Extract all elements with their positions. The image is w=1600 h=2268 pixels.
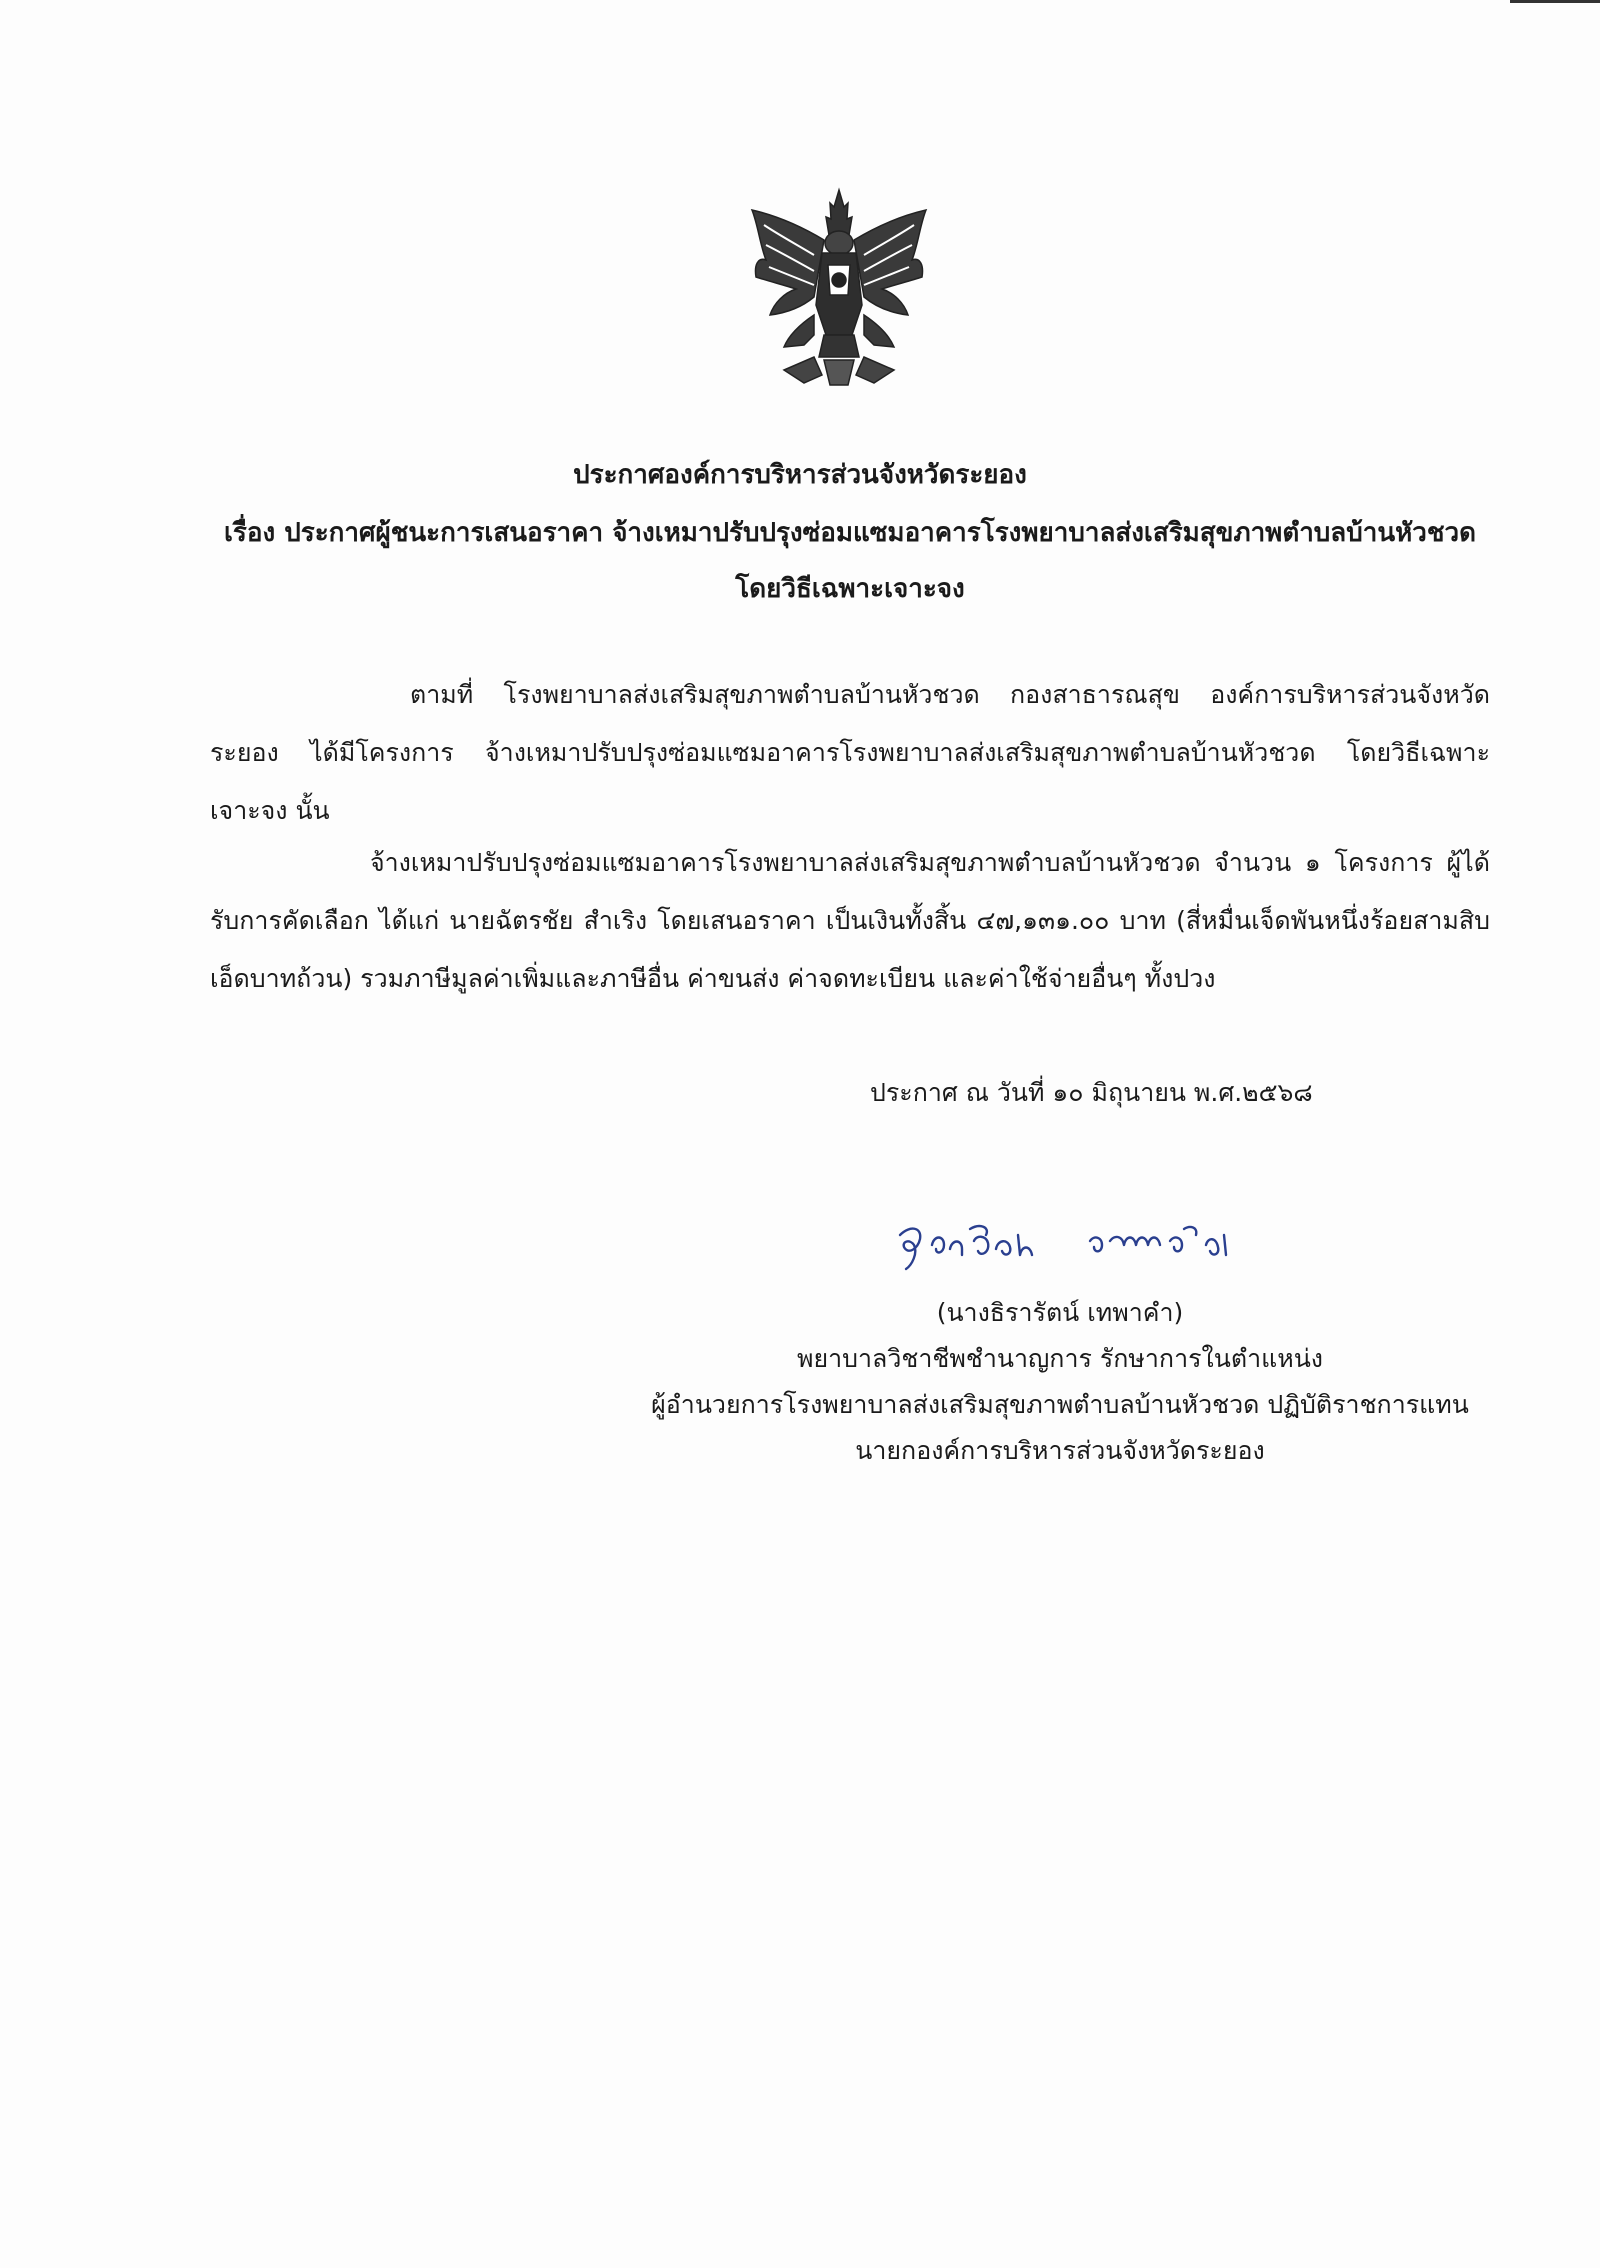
document-subject: [200, 505, 1500, 617]
signature-block: [560, 1290, 1560, 1474]
handwritten-signature: [890, 1205, 1270, 1285]
subject-text: จ้างเหมาปรับปรุงซ่อมแซมอาคารโรงพยาบาลส่งเสริมสุขภาพตำบลบ้านหัวชวด โดยวิธีเฉพาะเจาะจง: [603, 518, 1476, 604]
signatory-position-2: ผู้อำนวยการโรงพยาบาลส่งเสริมสุขภาพตำบลบ้านหัวชวด ปฏิบัติราชการแทน: [651, 1390, 1469, 1419]
signatory-position-1: พยาบาลวิชาชีพชำนาญการ รักษาการในตำแหน่ง: [796, 1344, 1323, 1373]
subject-lead: เรื่อง ประกาศผู้ชนะการเสนอราคา: [224, 518, 604, 548]
document-title: ประกาศองค์การบริหารส่วนจังหวัดระยอง: [573, 460, 1027, 490]
signatory-position-3: นายกองค์การบริหารส่วนจังหวัดระยอง: [855, 1436, 1265, 1465]
body-paragraph-2: จ้างเหมาปรับปรุงซ่อมแซมอาคารโรงพยาบาลส่งเสริมสุขภาพตำบลบ้านหัวชวด จำนวน ๑ โครงการ ผู้ได้รับการคัดเลือก ได้แก่ นายฉัตรชัย สำเริง โดยเสนอราคา เป็นเงินทั้งสิ้น ๔๗,๑๓๑.๐๐ บาท (สี่หมื่นเจ็ดพันหนึ่งร้อยสามสิบเอ็ดบาทถ้วน) รวมภาษีมูลค่าเพิ่มและภาษีอื่น ค่าขนส่ง ค่าจดทะเบียน และค่าใช้จ่ายอื่นๆ ทั้งปวง: [210, 848, 1490, 993]
announcement-date: ประกาศ ณ วันที่ ๑๐ มิถุนายน พ.ศ.๒๕๖๘: [870, 1078, 1313, 1107]
body-paragraph-1: ตามที่ โรงพยาบาลส่งเสริมสุขภาพตำบลบ้านหัวชวด กองสาธารณสุข องค์การบริหารส่วนจังหวัดระยอง ได้มีโครงการ จ้างเหมาปรับปรุงซ่อมแซมอาคารโรงพยาบาลส่งเสริมสุขภาพตำบลบ้านหัวชวด โดยวิธีเฉพาะเจาะจง นั้น: [210, 680, 1490, 825]
scan-edge-mark: [1510, 0, 1600, 3]
signatory-name: (นางธิรารัตน์ เทพาคำ): [936, 1298, 1184, 1327]
garuda-emblem-icon: [744, 185, 934, 395]
